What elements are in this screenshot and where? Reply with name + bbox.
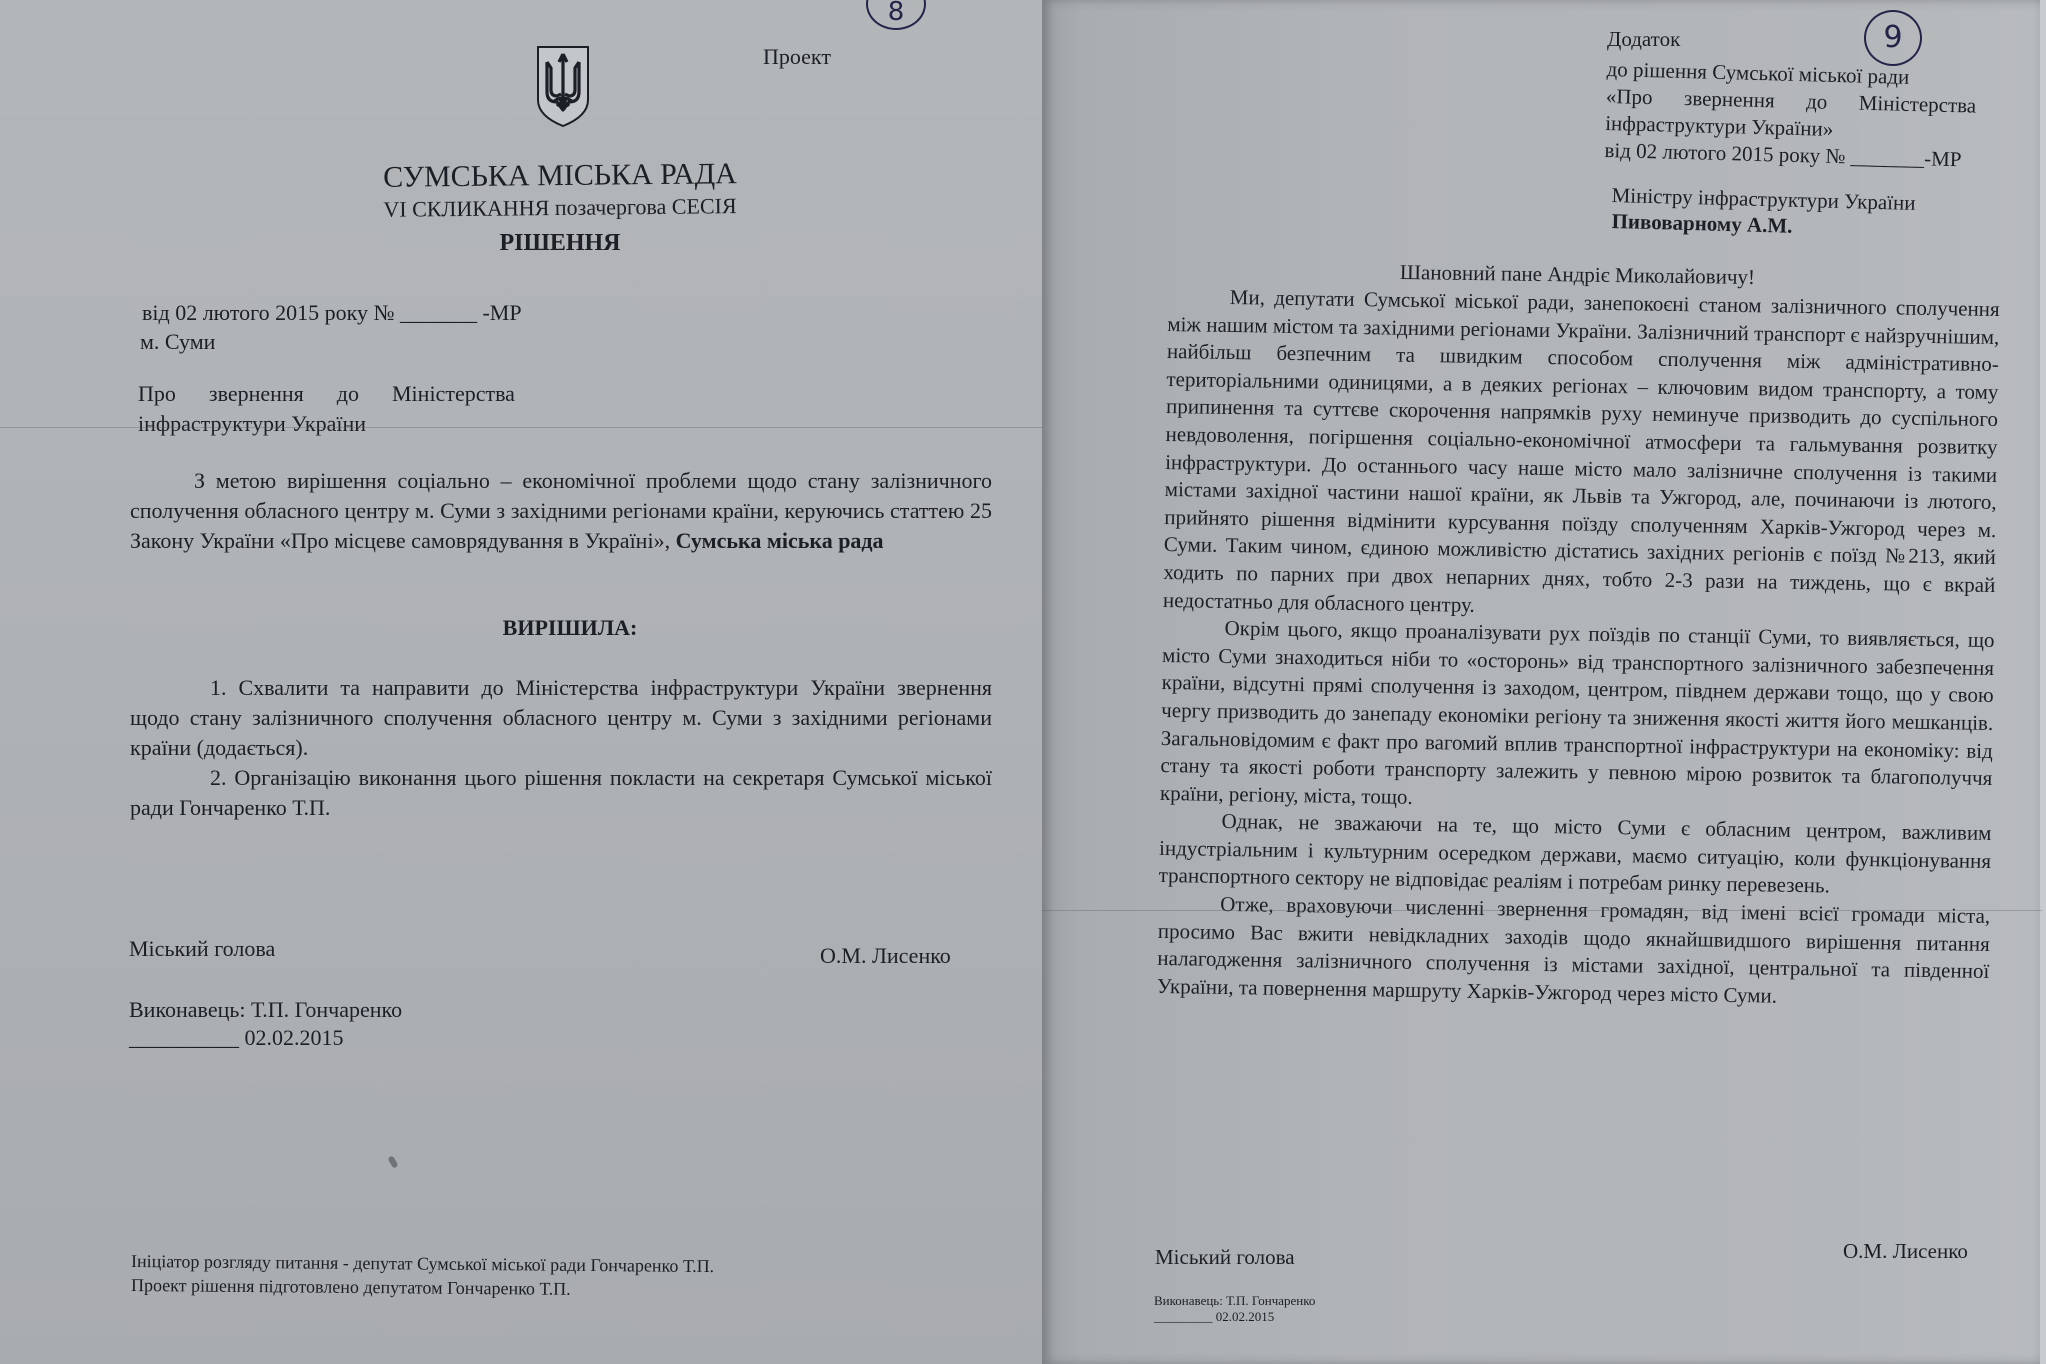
executor-line-right: Виконавець: Т.П. Гончаренко	[1154, 1293, 1316, 1308]
annex-reference: до рішення Сумської міської ради «Про звернення до Міністерства інфраструктури України» від 02 лютого 2015 року № _______-МР	[1604, 56, 1977, 172]
addressee-name: Пивоварному А.М.	[1611, 208, 1793, 238]
council-bold: Сумська міська рада	[675, 528, 884, 553]
paper-fold	[0, 427, 1042, 428]
resolution-item-1: 1. Схвалити та направити до Міністерства інфраструктури України звернення щодо стану залізничного сполучення обласного центру м. Суми з західними регіонами країни (додається).	[130, 675, 992, 760]
salutation: Шановний пане Андріє Миколайовичу!	[1399, 259, 1756, 289]
resolution-items	[130, 673, 992, 823]
appeal-paragraph-2: Окрім цього, якщо проаналізувати рух поїздів по станції Суми, то виявляється, що місто Суми знаходиться ніби то «осторонь» від транспортного залізничного забезпечення країни, відсутні прямі сполучення із заходом, центром, півднем держави тощо, що у свою чергу призводить до занепаду економіки регіону та зниження якості життя його мешканців. Загальновідомим є факт про вагомий вплив транспортної інфраструктури на економіку: від стану та якості роботи транспорту залежить у певною мірою розвиток та благополуччя країни, регіону, міста, тощо.	[1159, 616, 1995, 809]
document-type: РІШЕННЯ	[499, 230, 621, 256]
paper-fold-right	[1042, 910, 2042, 911]
appeal-paragraph-4: Отже, враховуючи численні звернення громадян, від імені всієї громади міста, просимо Вас вжити невідкладних заходів щодо якнайшвидшого вирішення питання налагодження залізничного сполучення із містами західної, центральної та південної України, та повернення маршруту Харків-Ужгород через місто Суми.	[1156, 891, 1991, 1008]
annex-label: Додаток	[1607, 27, 1681, 51]
executor-date-right: _________ 02.02.2015	[1154, 1309, 1275, 1324]
resolution-item-2: 2. Організацію виконання цього рішення покласти на секретаря Сумської міської ради Гончаренко Т.П.	[130, 765, 992, 820]
city-label: м. Суми	[140, 329, 216, 354]
subject-line-1: Про звернення до Міністерства	[138, 381, 515, 406]
resolved-heading: ВИРІШИЛА:	[502, 615, 638, 640]
appeal-body	[1157, 283, 2000, 1013]
council-name: СУМСЬКА МІСЬКА РАДА	[382, 157, 737, 194]
draft-label: Проект	[763, 44, 831, 69]
signature-name-right: О.М. Лисенко	[1843, 1239, 1968, 1263]
prepared-by-note: Проект рішення підготовлено депутатом Гончаренко Т.П.	[130, 1275, 571, 1299]
appeal-paragraph-3: Однак, не зважаючи на те, що місто Суми є обласним центром, важливим індустріальним і культурним осередком держави, маємо ситуацію, коли функціонування транспортного сектору не відповідає реаліям і потребам ринку перевезень.	[1158, 809, 1992, 898]
executor-line: Виконавець: Т.П. Гончаренко	[129, 997, 403, 1022]
appeal-paragraph-1: Ми, депутати Сумської міської ради, занепокоєні станом залізничного сполучення між нашим містом та західними регіонами України. Залізничний транспорт є найзручнішим, найбільш безпечним та швидким способом сполучення між адміністративно-територіальними одиницями, а в деяких регіонах – ключовим видом транспорту, а тому припинення та суттєве скорочення напрямків руху неминуче призводить до суспільного невдоволення, погіршення соціально-економічної атмосфери та гальмування розвитку інфраструктури. До останнього часу наше місто мало залізничне сполучення із такими містами західної частини нашої країни, як Львів та Ужгород, але, починаючи із лютого, прийнято рішення відмінити курсування поїзду сполученням Харків-Ужгород через м. Суми. Таким чином, єдиною можливістю дістатись західних регіонів є поїзд №213, який ходить по парних при двох непарних днях, тобто 2-3 рази на тиждень, що є вкрай недостатньо для обласного центру.	[1162, 284, 2000, 617]
signature-title-right: Міський голова	[1155, 1245, 1295, 1269]
signature-title: Міський голова	[129, 936, 276, 961]
subject-line-2: інфраструктури України	[138, 411, 367, 436]
decision-date-line: від 02 лютого 2015 року № _______ -МР	[142, 300, 522, 325]
session-label: VI СКЛИКАННЯ позачергова СЕСІЯ	[383, 193, 737, 222]
coat-of-arms-icon	[535, 44, 591, 128]
initiator-note: Ініціатор розгляду питання - депутат Сумської міської ради Гончаренко Т.П.	[130, 1251, 715, 1277]
signature-name: О.М. Лисенко	[820, 943, 951, 968]
smudge-mark	[387, 1155, 398, 1168]
executor-date: __________ 02.02.2015	[129, 1025, 344, 1050]
handwritten-page-number-right: 9	[1864, 10, 1922, 66]
handwritten-page-number: 8	[866, 0, 926, 30]
addressee-title: Міністру інфраструктури України	[1611, 182, 1916, 215]
preamble-paragraph: З метою вирішення соціально – економічної проблеми щодо стану залізничного сполучення обласного центру м. Суми з західними регіонами країни, керуючись статтею 25 Закону України «Про місцеве самоврядування в Україні», Сумська міська рада	[130, 468, 992, 553]
